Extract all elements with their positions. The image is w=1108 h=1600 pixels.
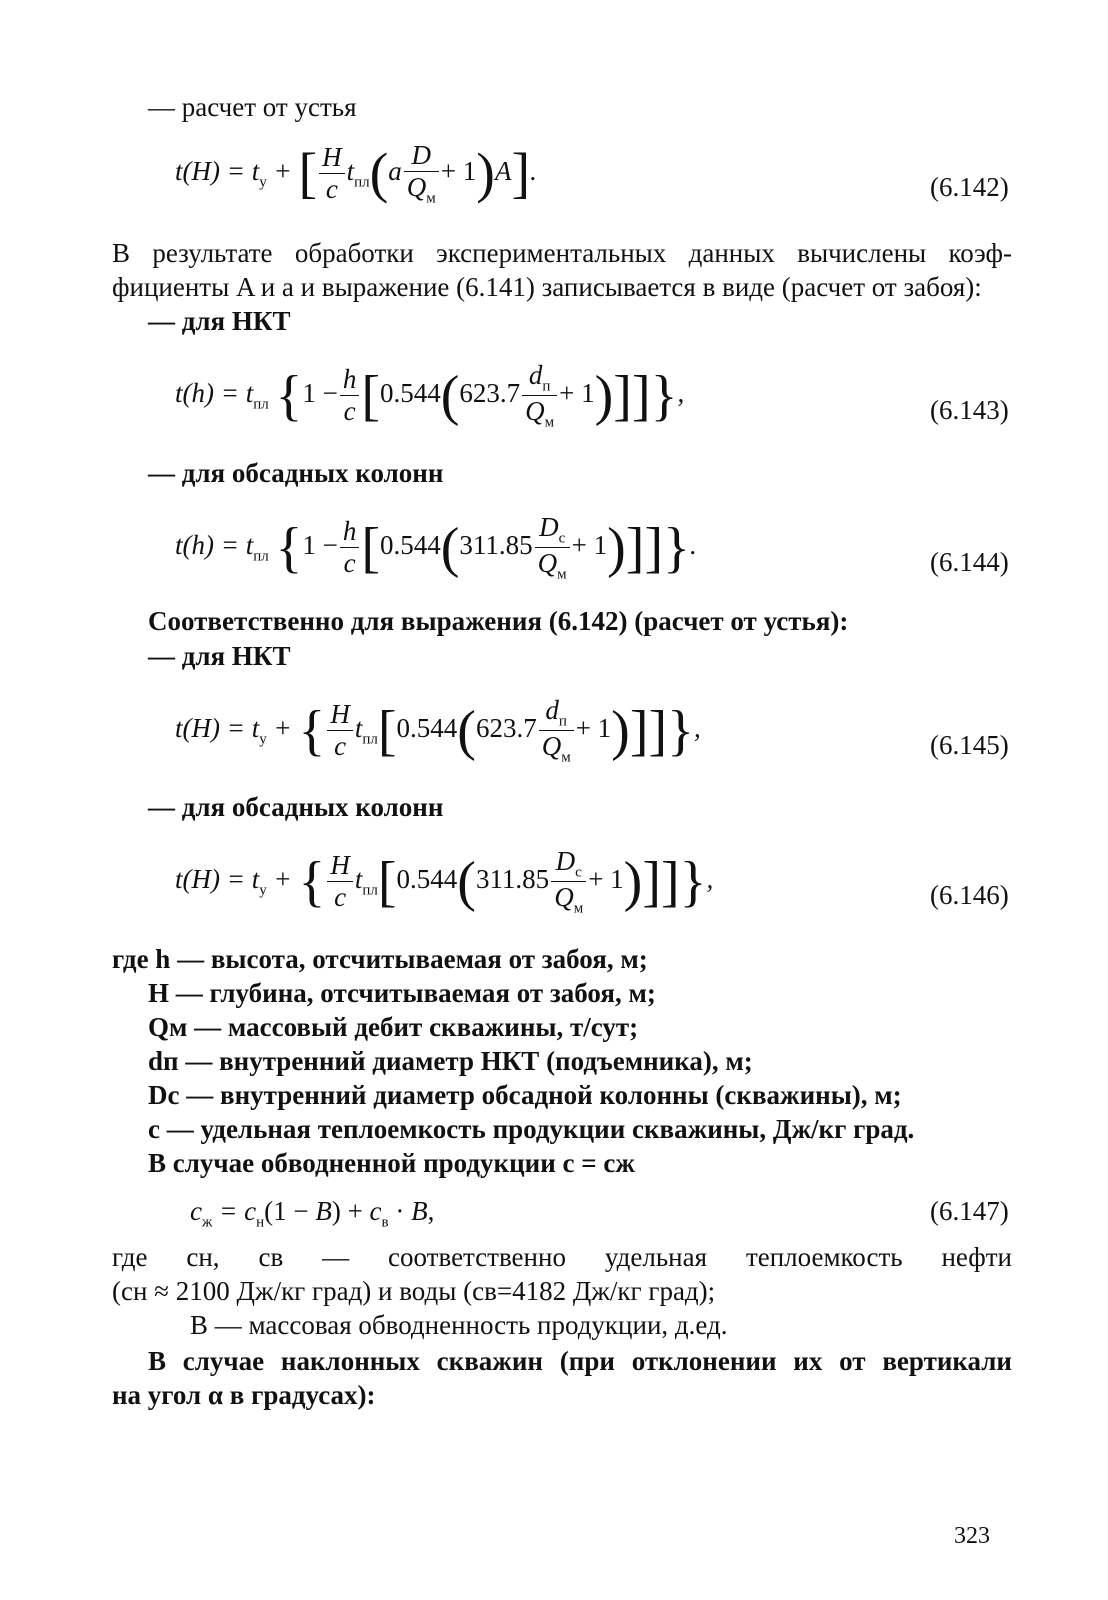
equation-number: (6.145) (930, 730, 1009, 760)
text-line: — расчет от устья (148, 92, 357, 122)
text-line: В случае обводненной продукции c = cж (148, 1148, 635, 1178)
text-line: на угол α в градусах): (112, 1380, 376, 1410)
text-line: фициенты A и a и выражение (6.141) записывается в виде (расчет от забоя): (112, 272, 982, 302)
text-line: — для обсадных колонн (148, 458, 444, 488)
equation-6-146: $t(H) = t_у$ + { $\frac{H}{c}$ $t_{пл}[0.544(311.85$ $\frac{D_с}{Q_м}$ + 1)]]}, (175, 846, 714, 917)
text-line: Qм — массовый дебит скважины, т/сут; (148, 1012, 639, 1042)
equation-6-145: $t(H) = t_у$ + { $\frac{H}{c}$ $t_{пл}[0.544(623.7$ $\frac{d_п}{Q_м}$ + 1)]]}, (175, 695, 701, 766)
equation-number: (6.146) (930, 880, 1009, 910)
text-line: В результате обработки экспериментальных данных вычислены коэф- (112, 238, 1012, 268)
text-line: — для обсадных колонн (148, 792, 444, 822)
coef: 311.85 (475, 864, 550, 895)
coef: 311.85 (459, 530, 533, 561)
text-line: B — массовая обводненность продукции, д.ед. (190, 1310, 728, 1340)
equation-number: (6.143) (930, 395, 1009, 425)
coef: 623.7 (459, 378, 521, 409)
text-line: dп — внутренний диаметр НКТ (подъемника), м; (148, 1046, 753, 1076)
coef: 0.544 (396, 864, 458, 895)
equation-number: (6.144) (930, 547, 1009, 577)
text-line: H — глубина, отсчитываемая от забоя, м; (148, 978, 656, 1008)
coef: 0.544 (380, 378, 441, 409)
text-line: — для НКТ (148, 306, 291, 336)
coef: 0.544 (380, 530, 441, 561)
equation-6-142: $t(H) = t_у$ + [ $\frac{H}{c}$ $t_{пл}(a$ $\frac{D}{Q_м}$ + 1)A]. (175, 140, 537, 207)
text-line: где h — высота, отсчитываемая от забоя, м; (112, 944, 648, 974)
equation-6-143: $t(h) = t_{пл}$ {1 − $\frac{h}{c}$ [0.544(623.7 $\frac{d_п}{Q_м}$ + 1)]]}, (175, 360, 685, 431)
page-number: 323 (954, 1523, 990, 1549)
text-line: где cн, cв — соответственно удельная теплоемкость нефти (112, 1242, 1012, 1272)
text-line: В случае наклонных скважин (при отклонении их от вертикали (148, 1346, 1012, 1376)
text-line: — для НКТ (148, 641, 291, 671)
coef: 623.7 (475, 713, 537, 744)
equation-number: (6.147) (930, 1196, 1009, 1226)
text-line: c — удельная теплоемкость продукции скважины, Дж/кг град. (148, 1114, 915, 1144)
text-line: Соответственно для выражения (6.142) (расчет от устья): (148, 606, 849, 636)
text-line: Dс — внутренний диаметр обсадной колонны (скважины), м; (148, 1080, 902, 1110)
equation-6-144: $t(h) = t_{пл}$ {1 − $\frac{h}{c}$ [0.544(311.85 $\frac{D_с}{Q_м}$ + 1)]]}. (175, 512, 697, 583)
text-line: (cн ≈ 2100 Дж/кг град) и воды (cв=4182 Дж/кг град); (112, 1276, 716, 1306)
equation-6-147: $c_ж = c_н(1 - B) + c_в \cdot B$, (190, 1196, 435, 1231)
equation-number: (6.142) (930, 172, 1009, 202)
coef: 0.544 (396, 713, 458, 744)
